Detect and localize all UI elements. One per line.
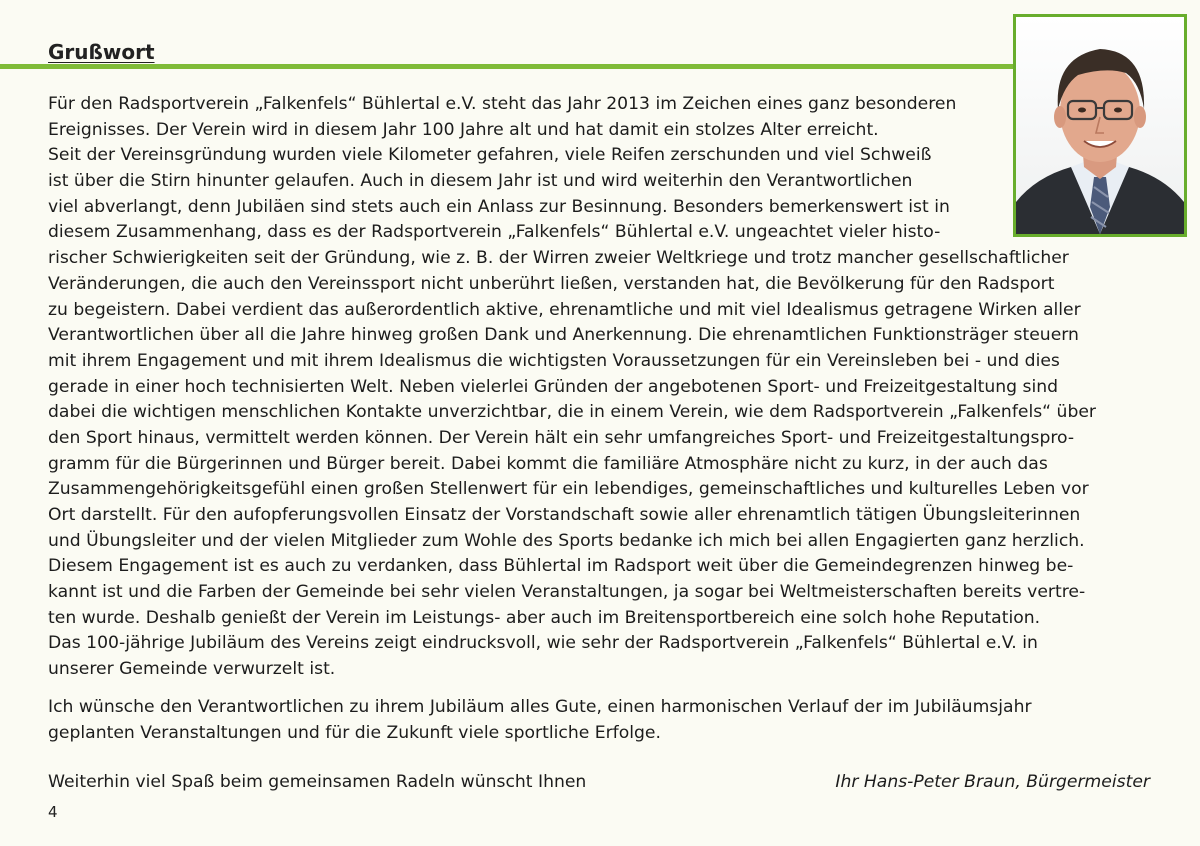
body-line: Verantwortlichen über all die Jahre hinweg großen Dank und Anerkennung. Die ehrenamtlichen Funktionsträger steuern [48,325,1079,346]
body-line: Veränderungen, die auch den Vereinssport nicht unberührt ließen, verstanden hat, die Bevölkerung für den Radsport [48,273,1055,294]
body-line: gramm für die Bürgerinnen und Bürger bereit. Dabei kommt die familiäre Atmosphäre nicht zu kurz, in der auch das [48,453,1048,474]
body-line: Das 100-jährige Jubiläum des Vereins zeigt eindrucksvoll, wie sehr der Radsportverein „Falkenfels“ Bühlertal e.V. in [48,633,1038,654]
page-heading: Grußwort [48,40,155,64]
body-line: ist über die Stirn hinunter gelaufen. Auch in diesem Jahr ist und wird weiterhin den Verantwortlichen [48,171,913,192]
body-line: Ort darstellt. Für den aufopferungsvollen Einsatz der Vorstandschaft sowie aller ehrenamtlich tätigen Übungsleiterinnen [48,505,1081,525]
body-line: Seit der Vereinsgründung wurden viele Kilometer gefahren, viele Reifen zerschunden und viel Schweiß [48,145,932,166]
body-line: kannt ist und die Farben der Gemeinde bei sehr vielen Veranstaltungen, ja sogar bei Weltmeisterschaften bereits vertre- [48,582,1086,603]
body-line: Zusammengehörigkeitsgefühl einen großen Stellenwert für ein lebendiges, gemeinschaftliches und kulturelles Leben vor [48,479,1089,500]
closing-line: geplanten Veranstaltungen und für die Zukunft viele sportliche Erfolge. [48,722,661,743]
body-line: Für den Radsportverein „Falkenfels“ Bühlertal e.V. steht das Jahr 2013 im Zeichen eines ganz besonderen [48,94,957,114]
body-line: unserer Gemeinde verwurzelt ist. [48,659,336,680]
heading-rule [0,64,1015,69]
signoff-greeting: Weiterhin viel Spaß beim gemeinsamen Radeln wünscht Ihnen [48,772,587,792]
body-line: dabei die wichtigen menschlichen Kontakte unverzichtbar, die in einem Verein, wie dem Radsportverein „Falkenfels“ über [48,402,1096,423]
body-line: ten wurde. Deshalb genießt der Verein im Leistungs- aber auch im Breitensportbereich eine solch hohe Reputation. [48,607,1041,628]
body-line: zu begeistern. Dabei verdient das außerordentlich aktive, ehrenamtliche und mit viel Idealismus getragene Wirken aller [48,299,1081,320]
closing-paragraph [48,695,1168,746]
body-line: und Übungsleiter und der vielen Mitglieder zum Wohle des Sports bedanke ich mich bei allen Engagierten ganz herzlich. [48,530,1085,551]
body-line: rischer Schwierigkeiten seit der Gründung, wie z. B. der Wirren zweier Weltkriege und trotz mancher gesellschaftlicher [48,248,1069,269]
body-line: mit ihrem Engagement und mit ihrem Idealismus die wichtigsten Voraussetzungen für ein Vereinsleben bei - und dies [48,350,1060,371]
signoff-signature: Ihr Hans-Peter Braun, Bürgermeister [835,772,1150,792]
body-line: den Sport hinaus, vermittelt werden können. Der Verein hält ein sehr umfangreiches Sport- und Freizeitgestaltungspro- [48,427,1075,448]
body-line: diesem Zusammenhang, dass es der Radsportverein „Falkenfels“ Bühlertal e.V. ungeachtet vieler histo- [48,222,941,243]
closing-line: Ich wünsche den Verantwortlichen zu ihrem Jubiläum alles Gute, einen harmonischen Verlauf der im Jubiläumsjahr [48,697,1032,717]
body-line: Ereignisses. Der Verein wird in diesem Jahr 100 Jahre alt und hat damit ein stolzes Alter erreicht. [48,119,879,140]
body-text [48,92,1168,683]
page-number: 4 [48,803,58,821]
body-line: Diesem Engagement ist es auch zu verdanken, dass Bühlertal im Radsport weit über die Gemeindegrenzen hinweg be- [48,556,1074,577]
body-line: viel abverlangt, denn Jubiläen sind stets auch ein Anlass zur Besinnung. Besonders bemerkenswert ist in [48,196,950,217]
body-line: gerade in einer hoch technisierten Welt. Neben vielerlei Gründen der angebotenen Sport- und Freizeitgestaltung sind [48,376,1059,397]
